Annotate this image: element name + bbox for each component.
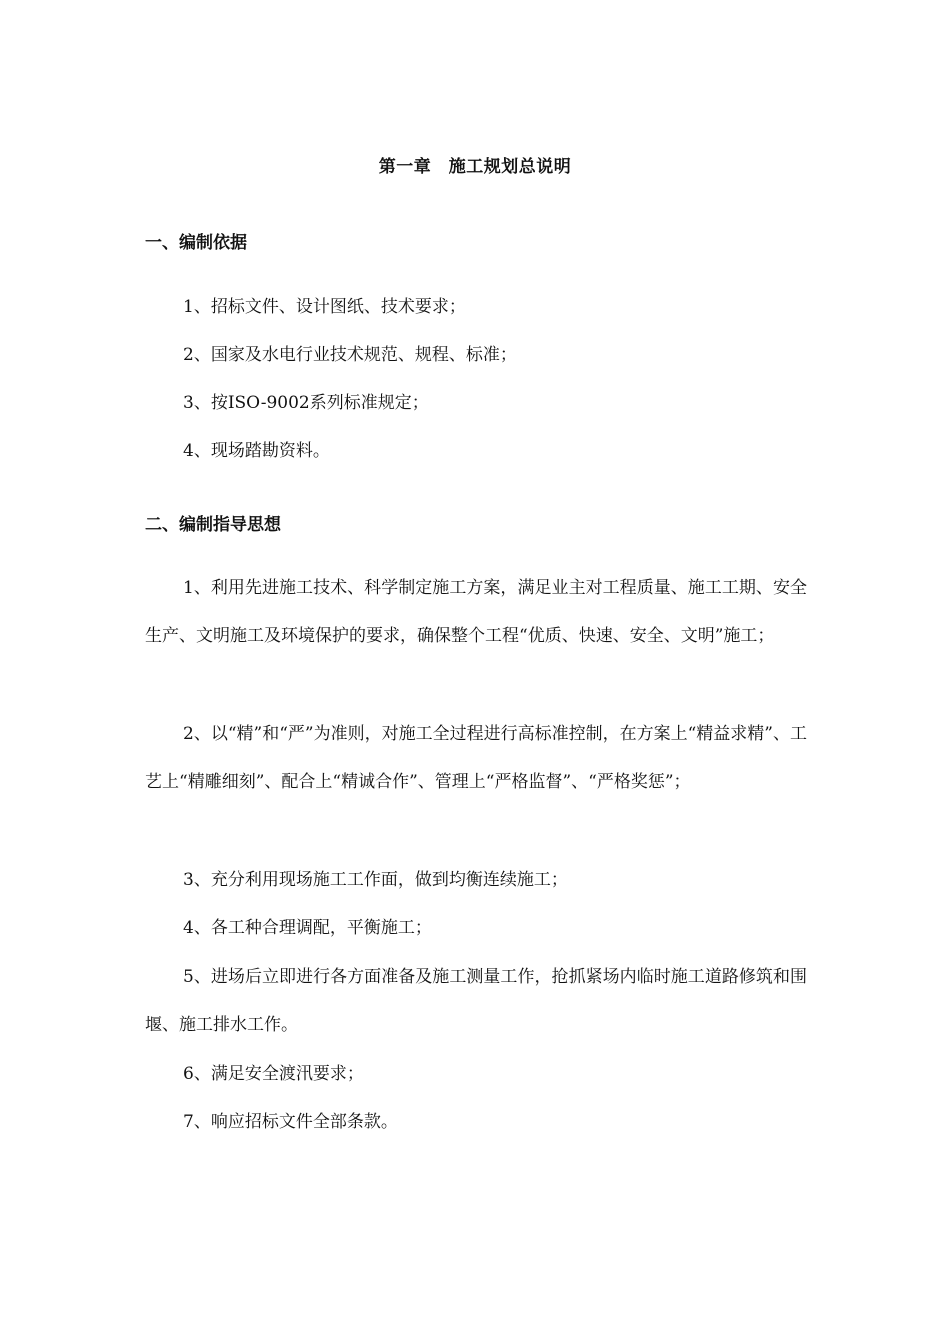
basis-item-2: 2、国家及水电行业技术规范、规程、标准； [183,345,517,365]
guiding-item-5: 5、进场后立即进行各方面准备及施工测量工作，抢抓紧场内临时施工道路修筑和围堰、施工排水工作。 [145,967,807,1035]
section-heading-guiding-ideas: 二、编制指导思想 [145,515,281,535]
guiding-item-3: 3、充分利用现场施工工作面，做到均衡连续施工； [183,870,568,890]
guiding-item-7: 7、响应招标文件全部条款。 [183,1112,398,1132]
basis-item-4: 4、现场踏勘资料。 [183,441,330,461]
basis-item-3: 3、按ISO-9002系列标准规定； [183,393,429,413]
guiding-item-6: 6、满足安全渡汛要求； [183,1064,364,1084]
guiding-item-2: 2、以“精”和“严”为准则，对施工全过程进行高标准控制，在方案上“精益求精”、工艺上“精雕细刻”、配合上“精诚合作”、管理上“严格监督”、“严格奖惩”； [145,724,807,792]
section-heading-basis: 一、编制依据 [145,233,247,253]
guiding-item-4: 4、各工种合理调配，平衡施工； [183,918,432,938]
guiding-item-1: 1、利用先进施工技术、科学制定施工方案，满足业主对工程质量、施工工期、安全生产、文明施工及环境保护的要求，确保整个工程“优质、快速、安全、文明”施工； [145,578,807,646]
basis-item-1: 1、招标文件、设计图纸、技术要求； [183,297,466,317]
chapter-title: 第一章 施工规划总说明 [378,157,572,177]
